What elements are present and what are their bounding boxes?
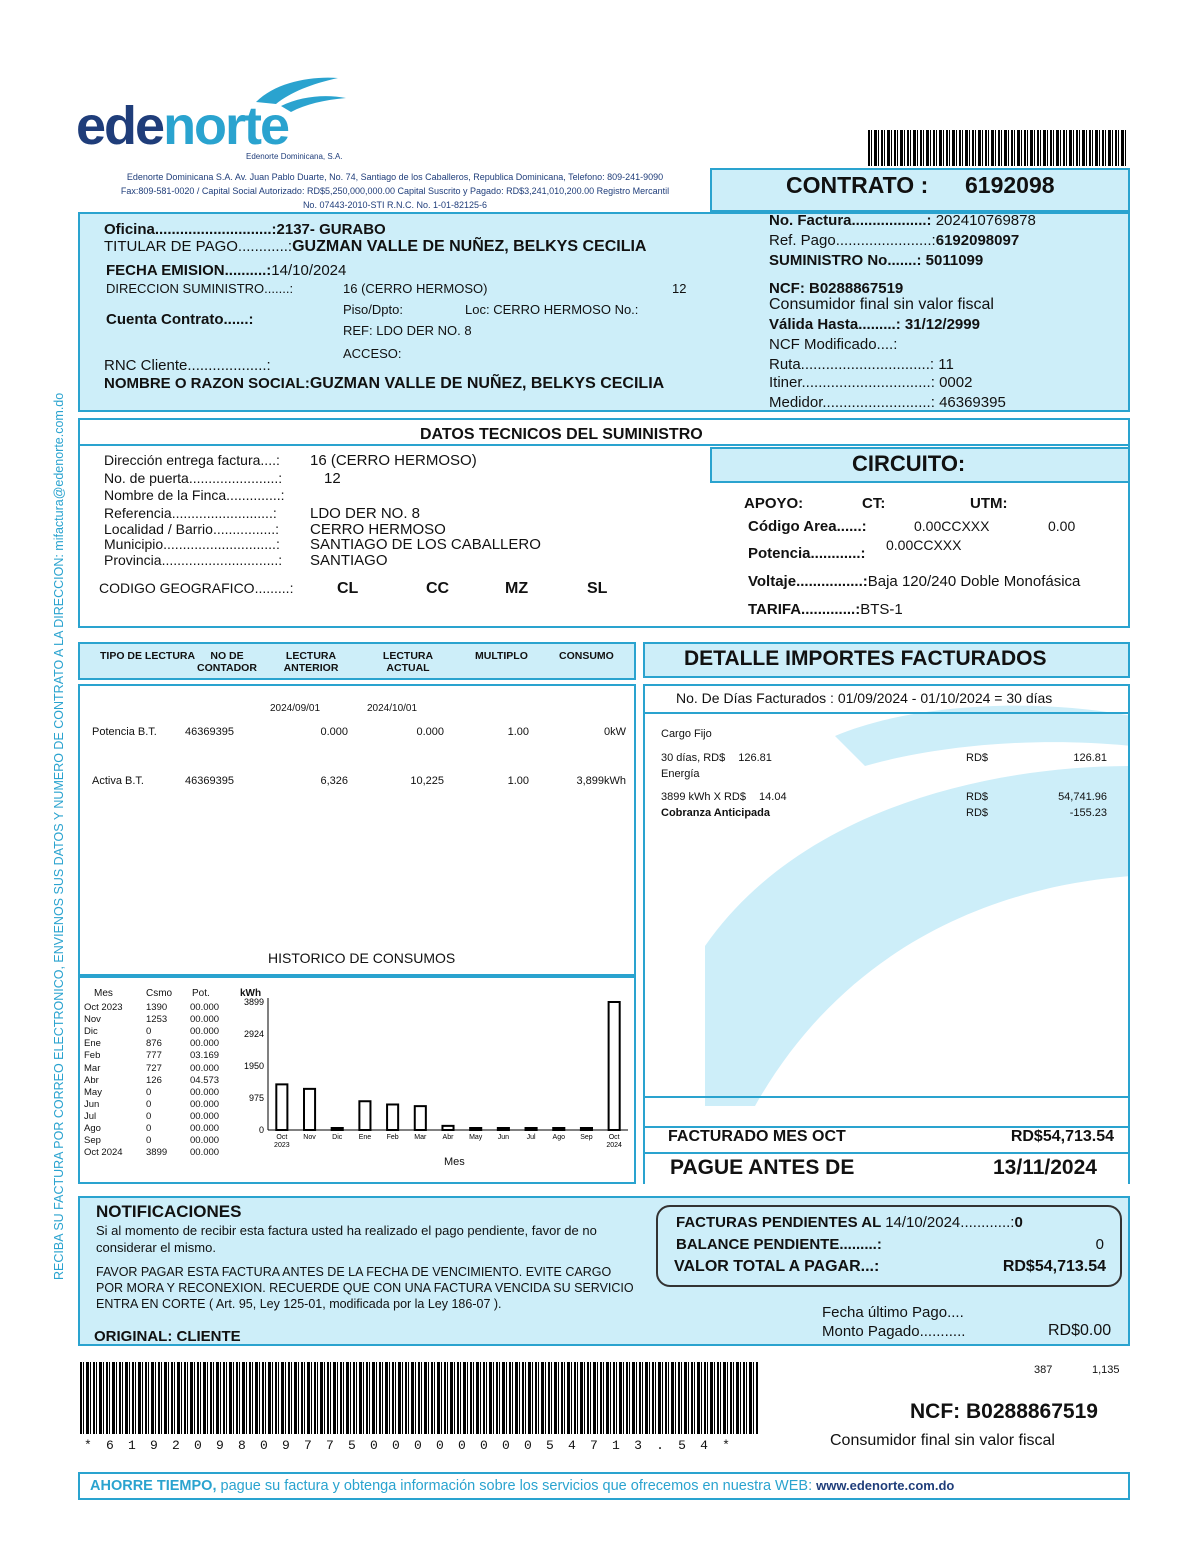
circuito-title: CIRCUITO: [852,451,966,476]
x-tick-label: May [469,1134,483,1141]
historico-consumo: 0 [146,1086,152,1098]
notificaciones-p1: Si al momento de recibir esta factura usted ha realizado el pago pendiente, favor de no considerar el mismo. [96,1223,597,1255]
chart-bar [332,1128,343,1130]
tech-row: Nombre de la Finca..............: [104,487,285,503]
historico-potencia: 00.000 [190,1014,220,1026]
codigo-row: Código Area......: [748,518,867,535]
historico-potencia: 00.000 [190,1002,220,1013]
company-address [80,170,710,212]
energia-desc: 3899 kWh X RD$ 14.04 [661,791,787,803]
y-tick-label: 0 [258,1125,264,1135]
web-link[interactable]: www.edenorte.com.do [816,1478,955,1493]
cargo-fijo-desc: 30 días, RD$ 126.81 [661,752,772,764]
y-tick-label: 3899 [243,997,264,1007]
footer-ncf-desc: Consumidor final sin valor fiscal [830,1432,1055,1449]
ncf-description: Consumidor final sin valor fiscal [769,296,994,313]
historico-month: Mar [84,1062,101,1074]
chart-bar [442,1126,453,1130]
historico-potencia: 00.000 [190,1147,220,1159]
historico-consumo: 727 [146,1062,162,1074]
titular-row: TITULAR DE PAGO............:GUZMAN VALLE DE NUÑEZ, BELKYS CECILIA [104,238,647,255]
oficina-row: Oficina............................:2137- GURABO [104,221,386,238]
x-tick-label: Oct [608,1134,620,1141]
side-notice: RECIBA SU FACTURA POR CORREO ELECTRONICO, ENVIENOS SUS DATOS Y NUMERO DE CONTRATO A LA DIRECCION: mifactura@edenorte.com.do [52,392,66,1280]
ref-row: REF: LDO DER NO. 8 [343,323,472,338]
payment-barcode [80,1362,758,1434]
monto-pagado-value: RD$0.00 [1048,1322,1112,1339]
chart-bar [304,1089,315,1130]
historico-title: HISTORICO DE CONSUMOS [268,950,456,966]
geo-label: CODIGO GEOGRAFICO.........: [99,580,294,596]
balance-pendiente-value: 0 [1095,1236,1104,1253]
historico-consumo: 126 [146,1074,162,1086]
x-tick-label: Dic [332,1134,343,1141]
direccion-number: 12 [672,281,687,296]
ncf-modificado-label: NCF Modificado....: [769,336,898,353]
cargo-fijo-currency: RD$ [966,752,989,764]
voltaje-row: Voltaje................:Baja 120/240 Doble Monofásica [748,573,1081,590]
rnc-label: RNC Cliente...................: [104,357,271,374]
header-contador: NO DE CONTADOR [197,650,257,674]
monto-pagado-label: Monto Pagado........... [822,1323,966,1340]
x-tick-label: Ago [552,1134,566,1141]
dias-facturados: No. De Días Facturados : 01/09/2024 - 01/10/2024 = 30 días [676,690,1053,706]
x-tick-label: Jun [497,1134,510,1141]
direccion-value: 16 (CERRO HERMOSO) [343,281,488,296]
y-tick-label: 2924 [243,1029,264,1040]
tech-row: Referencia..........................: LDO DER NO. 8 [104,504,421,522]
top-barcode [868,130,1126,166]
dias-divider [643,712,1130,714]
y-tick-label: 1950 [243,1060,264,1071]
codigo-value-2: 0.00 [1048,518,1076,534]
reading-row: Activa B.T. 46369395 6,326 10,225 1.00 3,899kWh [92,775,626,787]
historico-consumo: 1390 [146,1002,168,1013]
historico-month: Ago [84,1123,101,1134]
chart-bar [498,1128,509,1130]
geo-cl: CL [337,580,359,597]
energia-label: Energía [661,768,700,780]
cobranza-label: Cobranza Anticipada [661,807,770,819]
footer-code-1: 387 [1034,1364,1053,1376]
historico-consumo: 0 [146,1026,152,1038]
valor-total-label: VALOR TOTAL A PAGAR...: [674,1258,880,1275]
historico-month: Jun [84,1098,100,1110]
historico-month: May [84,1086,102,1098]
tech-title-divider [78,444,1130,446]
direccion-label: DIRECCION SUMINISTRO.......: [106,281,294,296]
x-tick-label: Abr [442,1134,454,1141]
historico-month: Jul [84,1110,97,1122]
geo-mz: MZ [505,580,529,597]
loc-row: Loc: CERRO HERMOSO No.: [465,302,639,317]
potencia-value: 0.00CCXXX [886,537,962,553]
edenorte-logo [76,74,366,164]
valida-row: Válida Hasta.........: 31/12/2999 [769,316,980,333]
date-actual: 2024/10/01 [367,703,418,714]
x-tick-label: Nov [303,1134,316,1141]
codigo-value: 0.00CCXXX [914,518,990,534]
historico-potencia: 04.573 [190,1074,220,1086]
header-consumo: CONSUMO [559,650,614,662]
original-label: ORIGINAL: CLIENTE [94,1328,241,1345]
reading-row: Potencia B.T. 46369395 0.000 0.000 1.00 0kW [92,726,626,738]
x-tick-label: Mar [414,1134,427,1141]
historico-consumo: 0 [146,1135,152,1147]
historico-consumo: 0 [146,1123,152,1134]
cargo-fijo-label: Cargo Fijo [661,728,712,740]
historico-potencia: 00.000 [190,1110,220,1122]
historico-consumo: 0 [146,1098,152,1110]
acceso-label: ACCESO: [343,346,402,361]
x-tick-label: Sep [580,1134,593,1141]
tech-row: Municipio.............................: SANTIAGO DE LOS CABALLERO [104,536,541,553]
itiner-row: Itiner...............................: 0002 [769,374,973,391]
x-tick-label: Feb [386,1134,399,1141]
header-multiplo: MULTIPLO [475,650,528,662]
energia-amount: 54,741.96 [1058,791,1107,803]
cobranza-amount: -155.23 [1069,807,1107,819]
tech-rows [104,452,541,569]
ncf-row: NCF: B0288867519 [769,280,904,297]
tarifa-row: TARIFA.............:BTS-1 [748,601,903,618]
suministro-row: SUMINISTRO No.......: 5011099 [769,252,984,269]
historico-potencia: 00.000 [190,1098,220,1110]
energia-currency: RD$ [966,791,989,803]
medidor-row: Medidor..........................: 46369395 [769,394,1006,411]
tech-title: DATOS TECNICOS DEL SUMINISTRO [420,426,703,443]
facturas-pendientes-row: FACTURAS PENDIENTES AL 14/10/2024............:0 [676,1214,1023,1231]
apoyo-label: APOYO: [744,495,804,512]
chart-bar [470,1128,481,1130]
x-tick-label: Oct [276,1134,288,1141]
pague-label: PAGUE ANTES DE [670,1156,855,1179]
historico-consumo: 1253 [146,1014,168,1026]
historico-potencia: 00.000 [190,1038,220,1050]
historico-month: Oct 2024 [84,1147,123,1159]
footer-ncf: NCF: B0288867519 [910,1400,1098,1423]
address-line-1: Edenorte Dominicana S.A. Av. Juan Pablo Duarte, No. 74, Santiago de los Caballeros, Republica Dominicana, Telefono: 809-241-9090 [126,172,664,182]
address-line-2: Fax:809-581-0020 / Capital Social Autorizado: RD$5,250,000,000.00 Capital Suscrito y Pagado: RD$3,241,010,200.00 Registro Mercantil [120,186,670,196]
notificaciones-title: NOTIFICACIONES [96,1202,242,1221]
logo-text-norte: norte [163,96,289,156]
cobranza-currency: RD$ [966,807,989,819]
logo-subtitle: Edenorte Dominicana, S.A. [246,152,343,161]
chart-bar [415,1106,426,1130]
historico-potencia: 03.169 [190,1050,220,1062]
refpago-row: Ref. Pago.......................:6192098097 [769,232,1020,249]
x-tick-label: Ene [358,1134,372,1141]
cuenta-label: Cuenta Contrato......: [106,311,254,328]
nombre-row: NOMBRE O RAZON SOCIAL:GUZMAN VALLE DE NUÑEZ, BELKYS CECILIA [104,375,665,392]
pague-divider [643,1152,1130,1154]
facturado-amount: RD$54,713.54 [1010,1128,1114,1145]
ruta-row: Ruta...............................: 11 [769,356,954,373]
chart-bar [359,1101,370,1130]
chart-bar [609,1002,620,1130]
historico-consumo: 777 [146,1050,162,1062]
historico-potencia: 00.000 [190,1123,220,1134]
footer-code-2: 1,135 [1092,1364,1120,1376]
facturado-label: FACTURADO MES OCT [668,1128,846,1145]
historico-month: Abr [84,1074,99,1086]
chart-x-label: Mes [444,1156,465,1168]
address-line-3: No. 07443-2010-STI R.N.C. No. 1-01-82125-6 [302,200,488,210]
utm-label: UTM: [970,495,1008,512]
chart-bar [387,1104,398,1130]
tech-row: Provincia..............................: SANTIAGO [104,552,388,569]
pague-date: 13/11/2024 [993,1156,1097,1179]
date-anterior: 2024/09/01 [270,703,321,714]
historico-month: Dic [84,1026,98,1038]
chart-bar [526,1128,537,1130]
x-tick-label: 2023 [274,1142,290,1149]
historico-month: Nov [84,1014,101,1026]
header-anterior: LECTURA ANTERIOR [283,650,339,674]
historico-month: Oct 2023 [84,1002,123,1013]
barcode-text: * 6 1 9 2 0 9 8 0 9 7 7 5 0 0 0 0 0 0 0 0 5 4 7 1 3 . 5 4 * [84,1438,734,1453]
header-actual: LECTURA ACTUAL [382,650,434,674]
chart-bar [581,1128,592,1130]
historico-month: Ene [84,1038,101,1050]
chart-bar [553,1128,564,1130]
contrato-label: CONTRATO : [786,172,929,198]
header-tipo: TIPO DE LECTURA [100,650,196,662]
tech-row: No. de puerta.......................: 12 [104,469,341,487]
geo-sl: SL [587,580,608,597]
geo-cc: CC [426,580,450,597]
valor-total-amount: RD$54,713.54 [1002,1258,1106,1275]
logo-text-ede: ede [76,96,164,156]
piso-label: Piso/Dpto: [343,302,403,317]
tech-row: Dirección entrega factura....: 16 (CERRO HERMOSO) [104,452,477,469]
detalle-body [643,684,1130,1128]
historico-potencia: 00.000 [190,1062,220,1074]
notificaciones-p2: FAVOR PAGAR ESTA FACTURA ANTES DE LA FECHA DE VENCIMIENTO. EVITE CARGO POR MORA Y RECONEXION. RECUERDE QUE CON UNA FACTURA VENCIDA SU SERVICIO ENTRA EN CORTE ( Art. 95, Ley 125-01, modificada por la Ley 186-07 ). [96,1265,634,1311]
factura-row: No. Factura..................: 202410769878 [769,212,1036,229]
detalle-title: DETALLE IMPORTES FACTURADOS [684,647,1047,670]
cargo-fijo-amount: 126.81 [1073,752,1107,764]
x-tick-label: 2024 [606,1142,622,1149]
historico-consumo: 876 [146,1038,162,1050]
historico-month: Feb [84,1050,101,1062]
balance-pendiente-label: BALANCE PENDIENTE.........: [676,1236,882,1253]
ct-label: CT: [862,495,886,512]
tech-row: Localidad / Barrio................: CERRO HERMOSO [104,521,446,538]
historico-consumo: 3899 [146,1147,168,1159]
historico-potencia: 00.000 [190,1026,220,1038]
historico-month: Sep [84,1135,101,1147]
fecha-ultimo-pago: Fecha último Pago.... [822,1304,964,1321]
historico-consumo: 0 [146,1110,152,1122]
footer-message: AHORRE TIEMPO, pague su factura y obtenga información sobre los servicios que ofrecemos en nuestra WEB: www.edenorte.com.do [90,1478,955,1494]
x-tick-label: Jul [526,1134,536,1141]
potencia-label: Potencia............: [748,545,866,562]
historico-chart [236,996,636,1176]
contrato-number: 6192098 [965,172,1055,198]
chart-bar [276,1084,287,1130]
fecha-row: FECHA EMISION..........:14/10/2024 [106,262,347,279]
historico-potencia: 00.000 [190,1135,220,1147]
historico-potencia: 00.000 [190,1086,220,1098]
y-tick-label: 975 [248,1092,264,1103]
